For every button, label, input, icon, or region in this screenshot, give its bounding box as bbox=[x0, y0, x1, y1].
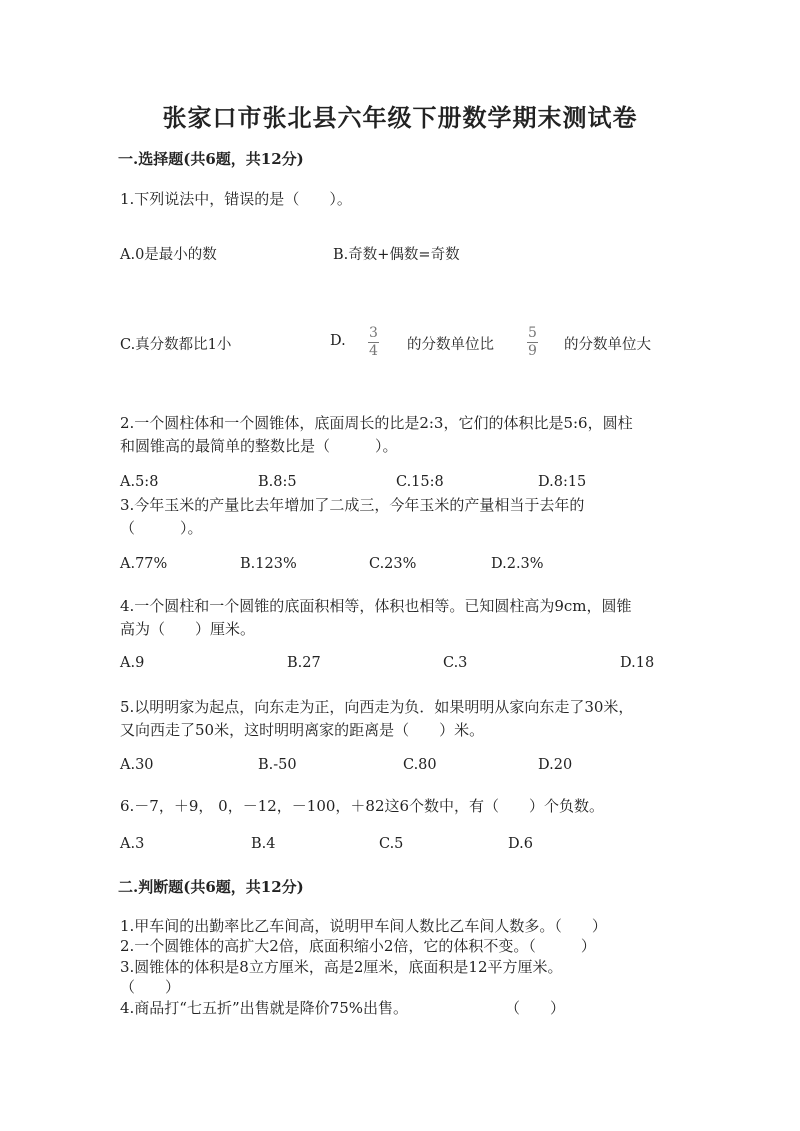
q4-option-b: B.27 bbox=[287, 655, 321, 671]
fraction-denominator: 4 bbox=[369, 343, 378, 359]
q1-option-c: C.真分数都比1小 bbox=[120, 337, 232, 353]
judgement-3-line1: 3.圆锥体的体积是8立方厘米，高是2厘米，底面积是12平方厘米。 bbox=[120, 958, 563, 976]
fraction-numerator: 3 bbox=[369, 325, 378, 341]
section-heading-choice: 一.选择题(共6题，共12分) bbox=[118, 150, 304, 168]
q3-option-b: B.123% bbox=[240, 556, 297, 572]
q4-option-d: D.18 bbox=[620, 655, 655, 671]
q1-option-d-suffix: 的分数单位大 bbox=[564, 337, 651, 353]
fraction-denominator: 9 bbox=[528, 343, 537, 359]
q1-option-d-mid: 的分数单位比 bbox=[407, 337, 494, 353]
fraction-numerator: 5 bbox=[528, 325, 537, 341]
q4-stem-line1: 4.一个圆柱和一个圆锥的底面积相等，体积也相等。已知圆柱高为9cm，圆锥 bbox=[120, 597, 632, 615]
judgement-4-answer-paren: （ ） bbox=[505, 999, 566, 1017]
q2-option-b: B.8:5 bbox=[258, 474, 297, 490]
q2-option-d: D.8:15 bbox=[538, 474, 587, 490]
q3-option-d: D.2.3% bbox=[491, 556, 544, 572]
q5-option-a: A.30 bbox=[120, 757, 154, 773]
q3-option-a: A.77% bbox=[120, 556, 168, 572]
q4-stem-line2: 高为（ ）厘米。 bbox=[120, 620, 256, 638]
judgement-3-line2: （ ） bbox=[120, 978, 181, 996]
q5-option-b: B.-50 bbox=[258, 757, 297, 773]
q4-option-a: A.9 bbox=[120, 655, 145, 671]
q1-option-b: B.奇数+偶数=奇数 bbox=[333, 247, 460, 263]
page-title: 张家口市张北县六年级下册数学期末测试卷 bbox=[162, 103, 638, 132]
fraction-3-4 bbox=[368, 326, 379, 359]
fraction-5-9 bbox=[527, 326, 538, 359]
q1-option-d-prefix: D. bbox=[330, 333, 346, 349]
judgement-1: 1.甲车间的出勤率比乙车间高，说明甲车间人数比乙车间人数多。（ ） bbox=[120, 917, 607, 935]
q6-option-c: C.5 bbox=[379, 836, 404, 852]
q6-option-b: B.4 bbox=[251, 836, 276, 852]
q3-stem-line2: （ ）。 bbox=[120, 519, 203, 537]
q5-option-d: D.20 bbox=[538, 757, 573, 773]
judgement-4: 4.商品打“七五折”出售就是降价75%出售。 bbox=[120, 999, 408, 1017]
q1-stem: 1.下列说法中，错误的是（ ）。 bbox=[120, 190, 352, 208]
q3-stem-line1: 3.今年玉米的产量比去年增加了二成三，今年玉米的产量相当于去年的 bbox=[120, 496, 585, 514]
q5-stem-line2: 又向西走了50米，这时明明离家的距离是（ ）米。 bbox=[120, 721, 485, 739]
q2-option-a: A.5:8 bbox=[120, 474, 159, 490]
q6-option-a: A.3 bbox=[120, 836, 145, 852]
q5-stem-line1: 5.以明明家为起点，向东走为正，向西走为负．如果明明从家向东走了30米， bbox=[120, 698, 634, 716]
section-heading-judgement: 二.判断题(共6题，共12分) bbox=[118, 878, 304, 896]
q2-stem-line2: 和圆锥高的最简单的整数比是（ ）。 bbox=[120, 437, 398, 455]
q6-stem: 6.－7，＋9， 0，－12，－100，＋82这6个数中，有（ ）个负数。 bbox=[120, 797, 605, 815]
judgement-2: 2.一个圆锥体的高扩大2倍，底面积缩小2倍，它的体积不变。（ ） bbox=[120, 937, 596, 955]
q2-option-c: C.15:8 bbox=[396, 474, 444, 490]
q1-option-a: A.0是最小的数 bbox=[120, 247, 217, 263]
q2-stem-line1: 2.一个圆柱体和一个圆锥体，底面周长的比是2:3，它们的体积比是5:6，圆柱 bbox=[120, 414, 633, 432]
q6-option-d: D.6 bbox=[508, 836, 533, 852]
q4-option-c: C.3 bbox=[443, 655, 468, 671]
q5-option-c: C.80 bbox=[403, 757, 437, 773]
q3-option-c: C.23% bbox=[369, 556, 417, 572]
